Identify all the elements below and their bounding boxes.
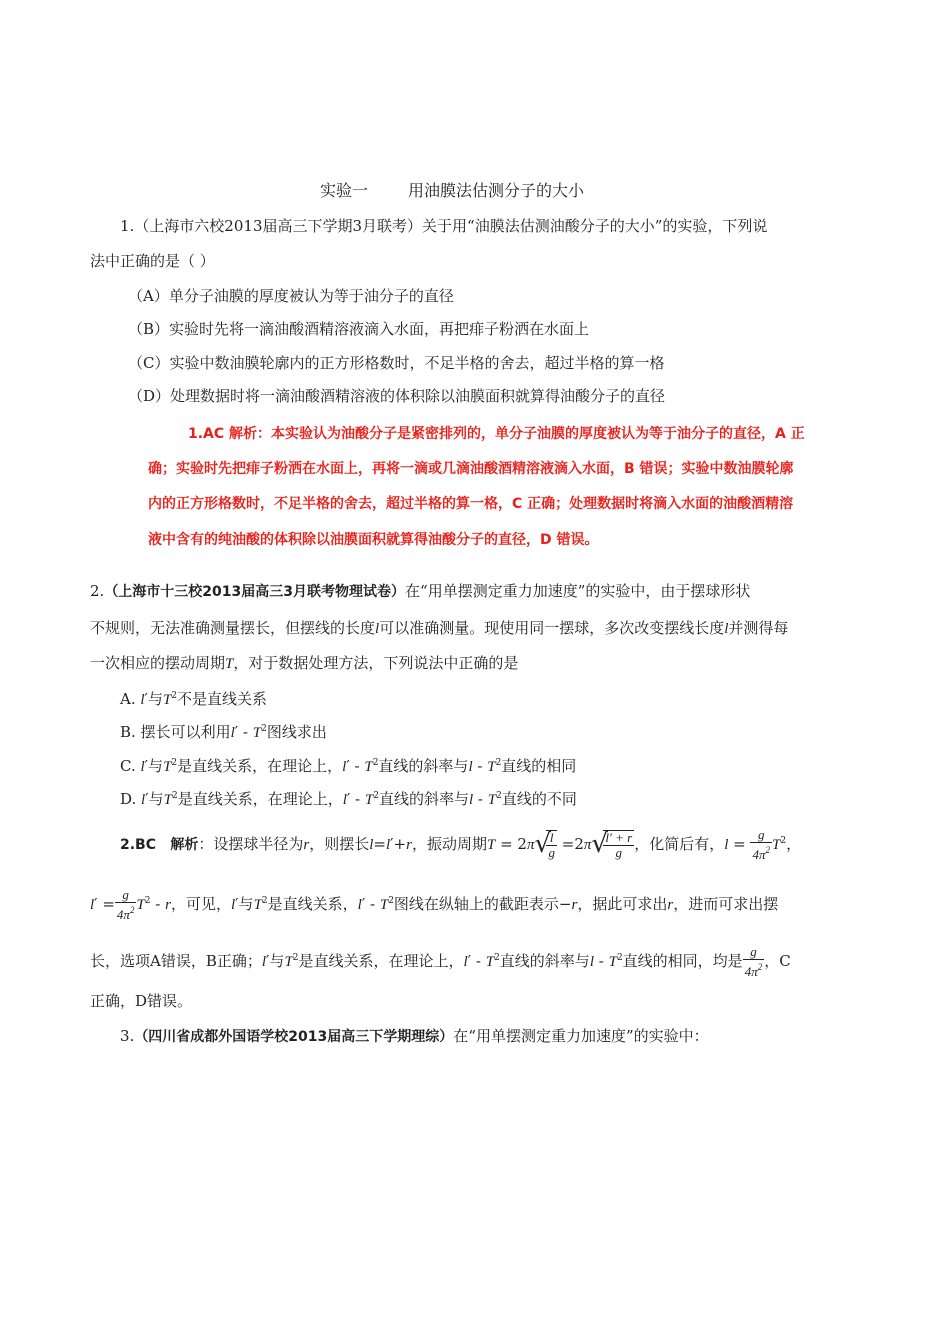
title-right: 用油膜法估测分子的大小 — [408, 181, 585, 200]
q1-option-d: （D）处理数据时将一滴油酸酒精溶液的体积除以油膜面积就算得油酸分子的直径 — [128, 387, 666, 405]
q1-option-a: （A）单分子油膜的厚度被认为等于油分子的直径 — [128, 287, 454, 305]
page-title — [320, 178, 584, 201]
q2-answer-line2: l′ = $\frac{g}{4\pi^2}$ $T^2$ - r，可见，l′与$T^2$是直线关系，$l' - T^2$图线在纵轴上的截距表示−r，据此可求出r，进而可求出摆 — [90, 887, 779, 922]
q1-answer-line3: 内的正方形格数时，不足半格的舍去，超过半格的算一格，C 正确；处理数据时将滴入水面的油酸酒精溶 — [148, 496, 794, 512]
q2-answer-line3: 长，选项A错误，B正确；l′与$T^2$是直线关系，在理论上，$l' - T^2$直线的斜率与l - $T^2$直线的相同，均是 $\frac{g}{4\pi^2}$ ，C — [90, 944, 791, 979]
q2-answer-line4: 正确，D错误。 — [90, 992, 193, 1010]
q1-answer-line4: 液中含有的纯油酸的体积除以油膜面积就算得油酸分子的直径，D 错误。 — [148, 532, 599, 548]
q2-answer-line1: 2.BC 解析：设摆球半径为r，则摆长l=l′+r，振动周期T = 2π √ $\frac{l}{g}$ =2π √ $\frac{l' + r}{g}$ ，化简后有，l = $\frac{g}{4\pi^2}$ $T^2$， — [120, 828, 801, 862]
q1-answer-line2: 确；实验时先把痱子粉洒在水面上，再将一滴或几滴油酸酒精溶液滴入水面，B 错误；实验中数油膜轮廓 — [148, 461, 794, 477]
q2-option-a: A. l′与$T^2$不是直线关系 — [120, 690, 268, 708]
q2-option-b: B. 摆长可以利用$l' - T^2$图线求出 — [120, 723, 327, 741]
q1-option-b: （B）实验时先将一滴油酸酒精溶液滴入水面，再把痱子粉洒在水面上 — [128, 320, 590, 338]
q1-option-c: （C）实验中数油膜轮廓内的正方形格数时，不足半格的舍去，超过半格的算一格 — [128, 354, 665, 372]
q1-line1: 1.（上海市六校2013届高三下学期3月联考）关于用“油膜法估测油酸分子的大小”的实验，下列说 — [120, 217, 768, 235]
q2-option-c: C. l′与$T^2$是直线关系，在理论上，$l' - T^2$直线的斜率与l - $T^2$直线的相同 — [120, 757, 577, 775]
title-left: 实验一 — [320, 181, 369, 200]
q1-answer-line1: 1.AC 解析：本实验认为油酸分子是紧密排列的，单分子油膜的厚度被认为等于油分子的直径，A 正 — [188, 426, 805, 442]
q2-line2: 不规则，无法准确测量摆长，但摆线的长度l可以准确测量。现使用同一摆球，多次改变摆线长度l并测得每 — [90, 619, 789, 637]
q2-line3: 一次相应的摆动周期T，对于数据处理方法，下列说法中正确的是 — [90, 654, 519, 672]
q1-line2: 法中正确的是（ ） — [90, 252, 215, 270]
q2-option-d: D. l′与$T^2$是直线关系，在理论上，$l' - T^2$直线的斜率与l - $T^2$直线的不同 — [120, 790, 577, 808]
q3-line1: 3.（四川省成都外国语学校2013届高三下学期理综）在“用单摆测定重力加速度”的实验中： — [120, 1027, 709, 1045]
q2-line1: 2.（上海市十三校2013届高三3月联考物理试卷）在“用单摆测定重力加速度”的实验中，由于摆球形状 — [90, 582, 751, 600]
